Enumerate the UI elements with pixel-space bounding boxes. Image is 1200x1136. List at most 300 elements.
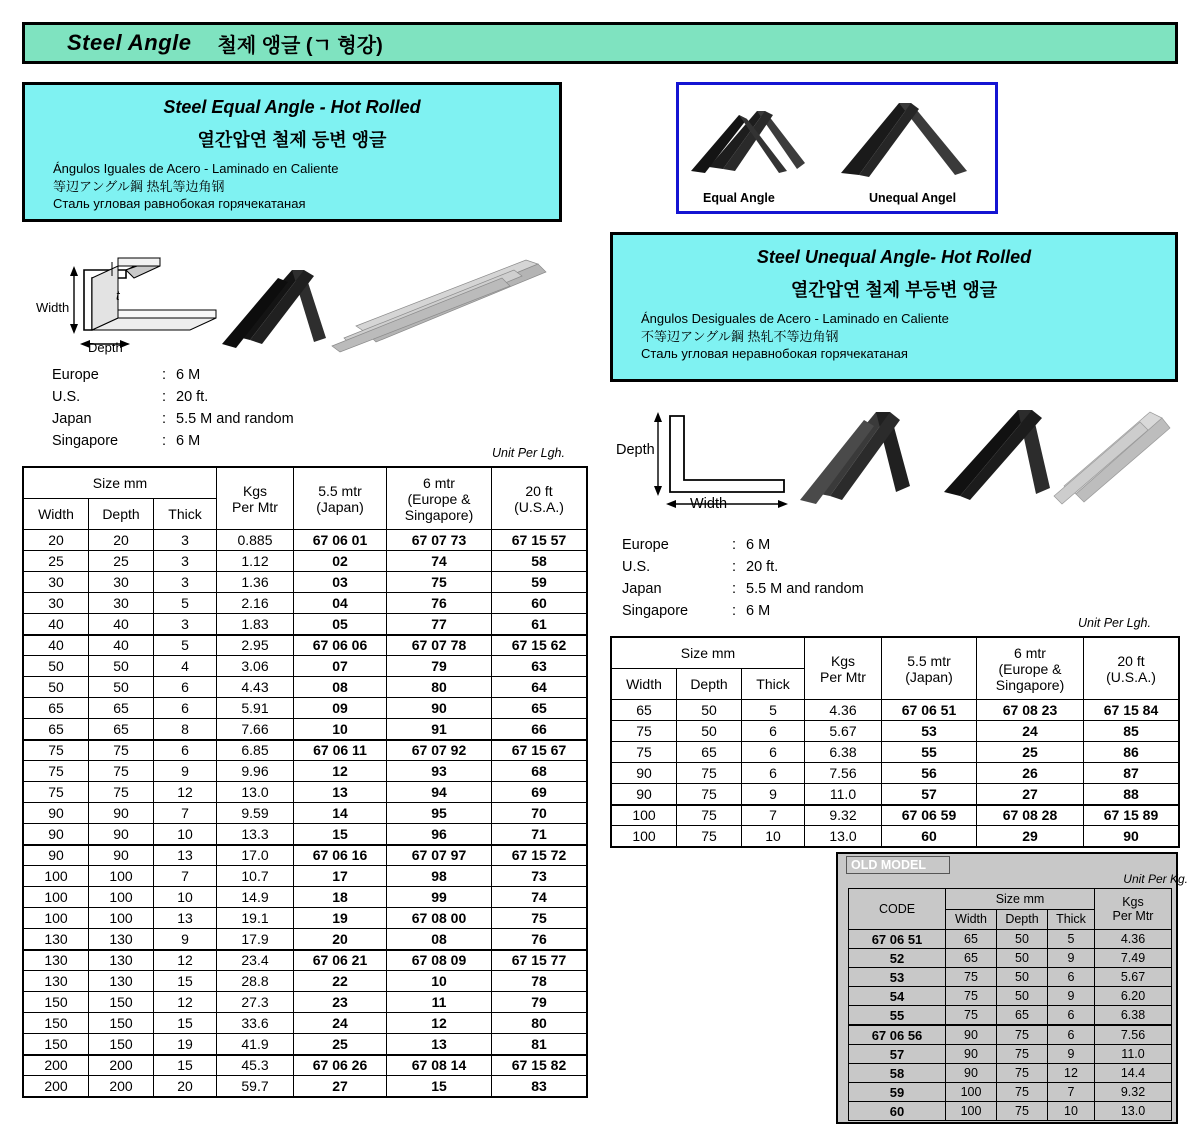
cell-thick: 3: [154, 572, 217, 593]
cell-width: 150: [23, 992, 89, 1013]
table-row: [611, 721, 1179, 742]
cell-depth: 50: [997, 987, 1048, 1006]
cell-thick: 3: [154, 551, 217, 572]
length-row: Japan : 5.5 M and random: [52, 411, 294, 427]
cell-japan: 23: [294, 992, 387, 1013]
cell-usa: 60: [492, 593, 588, 614]
cell-europe: 95: [387, 803, 492, 824]
cell-europe: 11: [387, 992, 492, 1013]
cell-japan: 53: [882, 721, 977, 742]
cell-europe: 25: [977, 742, 1084, 763]
length-row: Singapore : 6 M: [52, 433, 201, 449]
cell-japan: 55: [882, 742, 977, 763]
cell-thick: 12: [1048, 1064, 1095, 1083]
table-row: [849, 968, 1172, 987]
cell-width: 40: [23, 635, 89, 656]
cell-europe: 91: [387, 719, 492, 740]
old-model-title: OLD MODEL: [846, 856, 950, 874]
cell-thick: 13: [154, 908, 217, 929]
cell-thick: 12: [154, 950, 217, 971]
cell-kgs: 59.7: [217, 1076, 294, 1097]
table-row: [849, 1102, 1172, 1121]
cell-japan: 17: [294, 866, 387, 887]
cell-width: 130: [23, 950, 89, 971]
cell-depth: 30: [89, 593, 154, 614]
table-row: [849, 930, 1172, 949]
cell-kgs: 14.9: [217, 887, 294, 908]
unequal-depth-label: Depth: [616, 442, 655, 458]
cell-usa: 75: [492, 908, 588, 929]
cell-code: 58: [849, 1064, 946, 1083]
cell-depth: 150: [89, 1034, 154, 1055]
equal-angle-table: [22, 466, 588, 1098]
cell-width: 100: [23, 866, 89, 887]
table-row: [23, 740, 587, 761]
cell-europe: 94: [387, 782, 492, 803]
cell-kgs: 1.36: [217, 572, 294, 593]
cell-japan: 25: [294, 1034, 387, 1055]
cell-usa: 71: [492, 824, 588, 845]
unequal-angle-header: [610, 232, 1178, 382]
th-kgs: Kgs Per Mtr: [805, 637, 882, 700]
cell-japan: 24: [294, 1013, 387, 1034]
th-thick: Thick: [742, 669, 805, 700]
unequal-angle-translations: [641, 310, 1175, 363]
cell-usa: 59: [492, 572, 588, 593]
cell-europe: 67 08 28: [977, 805, 1084, 826]
cell-depth: 90: [89, 803, 154, 824]
cell-depth: 40: [89, 635, 154, 656]
cell-japan: 56: [882, 763, 977, 784]
unequal-angle-title-es: Ángulos Desiguales de Acero - Laminado en Caliente: [641, 311, 949, 326]
th-depth: Depth: [89, 499, 154, 530]
table-row: [23, 761, 587, 782]
th-kgs: Kgs Per Mtr: [217, 467, 294, 530]
cell-depth: 200: [89, 1055, 154, 1076]
cell-depth: 75: [89, 782, 154, 803]
cell-thick: 4: [154, 656, 217, 677]
cell-thick: 7: [1048, 1083, 1095, 1102]
cell-thick: 5: [154, 593, 217, 614]
photo-caption-unequal: Unequal Angel: [869, 191, 957, 205]
cell-kgs: 19.1: [217, 908, 294, 929]
equal-length-list: [52, 364, 294, 452]
cell-europe: 67 07 73: [387, 530, 492, 551]
equal-angle-title-en: Steel Equal Angle - Hot Rolled: [163, 97, 421, 117]
th-japan: 5.5 mtr (Japan): [294, 467, 387, 530]
cell-width: 65: [946, 930, 997, 949]
table-row: [611, 805, 1179, 826]
table-row: [849, 1045, 1172, 1064]
cell-europe: 67 08 09: [387, 950, 492, 971]
cell-code: 54: [849, 987, 946, 1006]
cell-depth: 75: [677, 784, 742, 805]
cell-usa: 87: [1084, 763, 1180, 784]
cell-width: 100: [23, 908, 89, 929]
cell-width: 90: [946, 1025, 997, 1045]
cell-width: 130: [23, 971, 89, 992]
page-title-bar: [22, 22, 1178, 64]
cell-kgs: 2.95: [217, 635, 294, 656]
cell-thick: 6: [154, 677, 217, 698]
cell-code: 60: [849, 1102, 946, 1121]
cell-kgs: 7.49: [1095, 949, 1172, 968]
equal-angle-title-ru: Сталь угловая равнобокая горячекатаная: [53, 196, 306, 212]
cell-code: 53: [849, 968, 946, 987]
cell-width: 90: [23, 845, 89, 866]
cell-usa: 67 15 72: [492, 845, 588, 866]
cell-europe: 79: [387, 656, 492, 677]
cell-kgs: 7.66: [217, 719, 294, 740]
cell-depth: 25: [89, 551, 154, 572]
cell-kgs: 7.56: [1095, 1025, 1172, 1045]
cell-usa: 85: [1084, 721, 1180, 742]
cell-width: 100: [946, 1083, 997, 1102]
table-row: [23, 530, 587, 551]
cell-usa: 86: [1084, 742, 1180, 763]
cell-thick: 9: [742, 784, 805, 805]
cell-japan: 12: [294, 761, 387, 782]
cell-usa: 67 15 82: [492, 1055, 588, 1076]
cell-japan: 67 06 16: [294, 845, 387, 866]
th-old-depth: Depth: [997, 909, 1048, 930]
cell-thick: 6: [742, 763, 805, 784]
cell-width: 90: [23, 803, 89, 824]
length-row: Japan : 5.5 M and random: [622, 581, 864, 597]
cell-usa: 63: [492, 656, 588, 677]
cell-depth: 65: [997, 1006, 1048, 1026]
cell-depth: 90: [89, 845, 154, 866]
table-row: [23, 551, 587, 572]
cell-depth: 75: [997, 1045, 1048, 1064]
cell-europe: 99: [387, 887, 492, 908]
cell-kgs: 5.67: [805, 721, 882, 742]
cell-thick: 5: [1048, 930, 1095, 949]
cell-japan: 67 06 21: [294, 950, 387, 971]
unequal-angle-title-ru: Сталь угловая неравнобокая горячекатаная: [641, 346, 908, 362]
table-row: [23, 1013, 587, 1034]
table-row: [23, 677, 587, 698]
cell-japan: 04: [294, 593, 387, 614]
cell-thick: 6: [1048, 968, 1095, 987]
cell-japan: 67 06 11: [294, 740, 387, 761]
table-row: [23, 635, 587, 656]
cell-depth: 50: [677, 721, 742, 742]
cell-depth: 75: [89, 761, 154, 782]
cell-depth: 75: [997, 1083, 1048, 1102]
cell-europe: 80: [387, 677, 492, 698]
cell-thick: 5: [742, 700, 805, 721]
cell-usa: 68: [492, 761, 588, 782]
cell-thick: 9: [1048, 1045, 1095, 1064]
equal-unit-per-lgh: Unit Per Lgh.: [492, 446, 565, 460]
cell-kgs: 6.85: [217, 740, 294, 761]
cell-kgs: 41.9: [217, 1034, 294, 1055]
cell-japan: 07: [294, 656, 387, 677]
cell-width: 75: [23, 740, 89, 761]
unequal-angle-title-jpcn: 不等辺アングル鋼 热轧不等边角钢: [641, 328, 839, 344]
cell-kgs: 4.43: [217, 677, 294, 698]
th-depth: Depth: [677, 669, 742, 700]
cell-usa: 81: [492, 1034, 588, 1055]
cell-usa: 65: [492, 698, 588, 719]
cell-thick: 10: [154, 824, 217, 845]
cell-usa: 70: [492, 803, 588, 824]
cell-europe: 29: [977, 826, 1084, 847]
cell-width: 75: [23, 761, 89, 782]
cell-usa: 58: [492, 551, 588, 572]
equal-angle-title-jpcn: 等辺アングル鋼 热轧等边角钢: [53, 178, 225, 194]
cell-width: 150: [23, 1034, 89, 1055]
cell-width: 30: [23, 572, 89, 593]
cell-width: 75: [611, 742, 677, 763]
cell-width: 90: [611, 784, 677, 805]
cell-width: 90: [611, 763, 677, 784]
cell-japan: 22: [294, 971, 387, 992]
cell-usa: 76: [492, 929, 588, 950]
cell-width: 75: [611, 721, 677, 742]
cell-japan: 18: [294, 887, 387, 908]
cell-usa: 67 15 77: [492, 950, 588, 971]
cell-width: 130: [23, 929, 89, 950]
length-row: Europe : 6 M: [622, 537, 771, 553]
th-thick: Thick: [154, 499, 217, 530]
cell-width: 50: [23, 656, 89, 677]
cell-thick: 15: [154, 1013, 217, 1034]
cell-europe: 67 08 00: [387, 908, 492, 929]
cell-japan: 20: [294, 929, 387, 950]
cell-width: 65: [611, 700, 677, 721]
cell-kgs: 17.9: [217, 929, 294, 950]
cell-thick: 13: [154, 845, 217, 866]
th-old-code: CODE: [849, 889, 946, 930]
cell-depth: 40: [89, 614, 154, 635]
cell-thick: 15: [154, 971, 217, 992]
cell-europe: 67 07 78: [387, 635, 492, 656]
cell-usa: 69: [492, 782, 588, 803]
cell-depth: 100: [89, 908, 154, 929]
cell-width: 25: [23, 551, 89, 572]
cell-japan: 05: [294, 614, 387, 635]
length-row: U.S. : 20 ft.: [52, 389, 209, 405]
cell-width: 90: [946, 1045, 997, 1064]
cell-usa: 67 15 89: [1084, 805, 1180, 826]
cell-europe: 13: [387, 1034, 492, 1055]
equal-angle-title-es: Ángulos Iguales de Acero - Laminado en Caliente: [53, 161, 339, 176]
table-row: [611, 784, 1179, 805]
cell-usa: 73: [492, 866, 588, 887]
th-old-kgs: Kgs Per Mtr: [1095, 889, 1172, 930]
table-row: [23, 719, 587, 740]
cell-width: 200: [23, 1055, 89, 1076]
cell-depth: 65: [89, 698, 154, 719]
cell-depth: 130: [89, 929, 154, 950]
unequal-unit-per-lgh: Unit Per Lgh.: [1078, 616, 1151, 630]
cell-kgs: 6.20: [1095, 987, 1172, 1006]
angle-photo-illustration: [679, 85, 995, 193]
cell-kgs: 11.0: [805, 784, 882, 805]
cell-thick: 19: [154, 1034, 217, 1055]
cell-europe: 67 07 92: [387, 740, 492, 761]
cell-kgs: 3.06: [217, 656, 294, 677]
cell-depth: 100: [89, 866, 154, 887]
cell-europe: 77: [387, 614, 492, 635]
length-row: Singapore : 6 M: [622, 603, 771, 619]
table-row: [611, 742, 1179, 763]
th-width: Width: [611, 669, 677, 700]
th-old-size-mm: Size mm: [946, 889, 1095, 910]
table-row: [23, 593, 587, 614]
cell-width: 90: [946, 1064, 997, 1083]
cell-japan: 67 06 59: [882, 805, 977, 826]
cell-width: 30: [23, 593, 89, 614]
cell-europe: 27: [977, 784, 1084, 805]
cell-usa: 90: [1084, 826, 1180, 847]
cell-width: 50: [23, 677, 89, 698]
old-model-table: [848, 888, 1172, 1121]
cell-kgs: 7.56: [805, 763, 882, 784]
cell-width: 65: [946, 949, 997, 968]
cell-thick: 7: [154, 803, 217, 824]
cell-thick: 6: [1048, 1006, 1095, 1026]
cell-japan: 10: [294, 719, 387, 740]
cell-japan: 09: [294, 698, 387, 719]
cell-depth: 200: [89, 1076, 154, 1097]
cell-europe: 10: [387, 971, 492, 992]
cell-depth: 50: [997, 949, 1048, 968]
cell-kgs: 11.0: [1095, 1045, 1172, 1064]
cell-europe: 98: [387, 866, 492, 887]
cell-japan: 57: [882, 784, 977, 805]
table-row: [611, 826, 1179, 847]
table-row: [849, 1083, 1172, 1102]
length-row: Europe : 6 M: [52, 367, 201, 383]
old-model-unit: Unit Per Kg.: [1123, 872, 1188, 886]
cell-usa: 80: [492, 1013, 588, 1034]
angle-photo-box: [676, 82, 998, 214]
cell-usa: 67 15 62: [492, 635, 588, 656]
th-old-thick: Thick: [1048, 909, 1095, 930]
cell-thick: 6: [1048, 1025, 1095, 1045]
cell-kgs: 17.0: [217, 845, 294, 866]
cell-thick: 5: [154, 635, 217, 656]
cell-width: 90: [23, 824, 89, 845]
cell-europe: 93: [387, 761, 492, 782]
cell-depth: 65: [677, 742, 742, 763]
unequal-angle-title-en: Steel Unequal Angle- Hot Rolled: [756, 247, 1032, 267]
table-row: [23, 1034, 587, 1055]
page-title-ko: 철제 앵글 (ㄱ 형강): [217, 34, 383, 57]
table-row: [23, 887, 587, 908]
cell-japan: 67 06 26: [294, 1055, 387, 1076]
cell-thick: 3: [154, 530, 217, 551]
cell-depth: 50: [677, 700, 742, 721]
cell-kgs: 1.12: [217, 551, 294, 572]
cell-depth: 20: [89, 530, 154, 551]
cell-usa: 88: [1084, 784, 1180, 805]
th-usa: 20 ft (U.S.A.): [492, 467, 588, 530]
cell-japan: 08: [294, 677, 387, 698]
cell-usa: 66: [492, 719, 588, 740]
cell-code: 67 06 56: [849, 1025, 946, 1045]
cell-japan: 19: [294, 908, 387, 929]
cell-kgs: 9.96: [217, 761, 294, 782]
table-row: [23, 866, 587, 887]
cell-kgs: 0.885: [217, 530, 294, 551]
page-title-en: Steel Angle: [67, 30, 192, 55]
cell-kgs: 5.67: [1095, 968, 1172, 987]
cell-thick: 3: [154, 614, 217, 635]
th-old-width: Width: [946, 909, 997, 930]
cell-depth: 75: [677, 805, 742, 826]
cell-europe: 75: [387, 572, 492, 593]
cell-thick: 7: [154, 866, 217, 887]
cell-depth: 150: [89, 992, 154, 1013]
cell-kgs: 9.59: [217, 803, 294, 824]
cell-usa: 67 15 57: [492, 530, 588, 551]
cell-usa: 78: [492, 971, 588, 992]
cell-kgs: 5.91: [217, 698, 294, 719]
table-row: [23, 614, 587, 635]
table-row: [849, 1064, 1172, 1083]
cell-depth: 50: [997, 930, 1048, 949]
cell-thick: 12: [154, 992, 217, 1013]
cell-width: 75: [946, 968, 997, 987]
cell-depth: 75: [997, 1064, 1048, 1083]
cell-japan: 02: [294, 551, 387, 572]
cell-usa: 67 15 84: [1084, 700, 1180, 721]
cell-kgs: 14.4: [1095, 1064, 1172, 1083]
cell-width: 100: [946, 1102, 997, 1121]
cell-width: 100: [23, 887, 89, 908]
cell-width: 150: [23, 1013, 89, 1034]
cell-kgs: 13.0: [805, 826, 882, 847]
unequal-angle-table: [610, 636, 1180, 848]
cell-thick: 9: [154, 929, 217, 950]
cell-thick: 6: [154, 698, 217, 719]
th-size-mm: Size mm: [611, 637, 805, 669]
cell-thick: 12: [154, 782, 217, 803]
cell-kgs: 13.0: [1095, 1102, 1172, 1121]
cell-thick: 9: [1048, 949, 1095, 968]
table-row: [849, 949, 1172, 968]
cell-japan: 27: [294, 1076, 387, 1097]
cell-thick: 10: [1048, 1102, 1095, 1121]
equal-angle-title-ko: 열간압연 철제 등변 앵글: [197, 130, 387, 150]
cell-depth: 150: [89, 1013, 154, 1034]
table-row: [23, 782, 587, 803]
cell-usa: 74: [492, 887, 588, 908]
cell-depth: 75: [997, 1025, 1048, 1045]
th-japan: 5.5 mtr (Japan): [882, 637, 977, 700]
cell-kgs: 9.32: [805, 805, 882, 826]
cell-usa: 79: [492, 992, 588, 1013]
th-usa: 20 ft (U.S.A.): [1084, 637, 1180, 700]
cell-europe: 67 07 97: [387, 845, 492, 866]
cell-depth: 50: [997, 968, 1048, 987]
cell-depth: 100: [89, 887, 154, 908]
cell-code: 55: [849, 1006, 946, 1026]
cell-thick: 9: [154, 761, 217, 782]
th-europe: 6 mtr (Europe & Singapore): [977, 637, 1084, 700]
cell-europe: 96: [387, 824, 492, 845]
cell-europe: 24: [977, 721, 1084, 742]
cell-thick: 6: [154, 740, 217, 761]
cell-kgs: 6.38: [805, 742, 882, 763]
cell-thick: 6: [742, 742, 805, 763]
cell-code: 67 06 51: [849, 930, 946, 949]
cell-usa: 67 15 67: [492, 740, 588, 761]
